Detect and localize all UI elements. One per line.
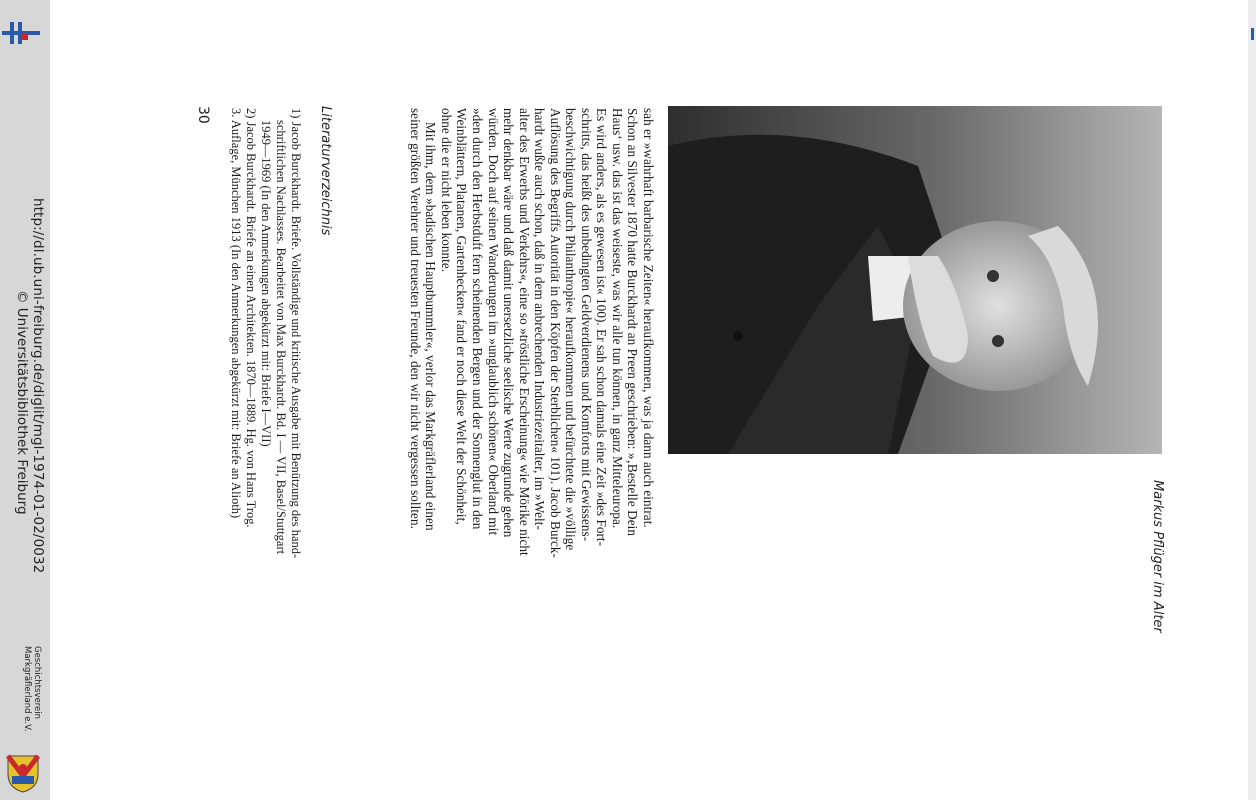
body-text-line: schritts, das heißt des unbedingten Geldverdienens und Komforts mit Gewissens- bbox=[578, 108, 594, 542]
literature-entry-line: schriftlichen Nachlasses. Bearbeitet von Max Burckhardt. Bd. I — VII, Basel/Stuttgart bbox=[274, 120, 288, 555]
body-text-line: ohne die er nicht leben konnte. bbox=[438, 108, 454, 273]
literature-heading: Literaturverzeichnis bbox=[318, 106, 333, 236]
permalink-url[interactable]: http://dl.ub.uni-freiburg.de/diglit/mgl-1974-01-02/0032 bbox=[30, 198, 46, 574]
publisher-name: Geschichtsverein Markgräflerland e.V. bbox=[22, 646, 42, 732]
literature-entry-line: 3. Auflage, München 1913 (In den Anmerkungen abgekürzt mit: Briefe an Alioth) bbox=[229, 108, 243, 519]
body-text-line: würden. Doch auf seinen Wanderungen im »unglaublich schönen« Oberland mit bbox=[485, 108, 501, 536]
page-marker-icon bbox=[1251, 28, 1254, 40]
body-text-line: Weinblättern, Platanen, Gartenhecken« fand er noch diese Welt der Schönheit, bbox=[454, 108, 470, 525]
body-text-line: mehr denkbar wäre und daß damit unersetzliche seelische Werte zugrunde gehen bbox=[501, 108, 517, 538]
body-text-line: Es wird anders, als es gewesen ist« 100). Er sah schon damals eine Zeit »des Fort- bbox=[594, 108, 610, 547]
scroll-edge bbox=[1248, 0, 1256, 800]
page-number: 30 bbox=[195, 106, 211, 124]
body-text-line: Schon an Silvester 1870 hatte Burckhardt an Preen geschrieben: »‚Bestelle Dein bbox=[625, 108, 641, 536]
literature-entry-line: 2) Jacob Burckhardt. Briefe an einen Architekten. 1870—1889. Hg. von Hans Trog. bbox=[244, 108, 258, 528]
body-text-line: Auflösung des Begriffs Autorität in den Köpfen der Sterblichen« 101). Jacob Burck- bbox=[547, 108, 563, 558]
literature-entry-line: 1) Jacob Burckhardt. Briefe. Vollständige und kritische Ausgabe mit Benützung des hand- bbox=[289, 108, 303, 559]
body-text-line: »den durch den Herbstduft fern scheinenden Bergen und der Sonnenglut in den bbox=[469, 108, 485, 530]
body-text-line: seiner größten Verehrer und treuesten Freunde, den wir nicht vergessen sollten. bbox=[407, 108, 423, 529]
literature-entry-line: 1949—1969 (In den Anmerkungen abgekürzt mit: Briefe I—VII) bbox=[259, 120, 273, 447]
portrait-photo bbox=[668, 106, 1162, 454]
body-text-line: Haus‘ usw. das ist das weiseste, was wir alle tun können, in ganz Mitteleuropa. bbox=[609, 108, 625, 529]
ub-freiburg-logo-icon bbox=[2, 22, 40, 48]
body-text-line: sah er »wahrhaft barbarische Zeiten« heraufkommen, was ja dann auch eintrat. bbox=[641, 108, 656, 528]
body-text-line: hardt wußte auch schon, daß in dem anbrechenden Industriezeitalter, im »Welt- bbox=[532, 108, 548, 530]
body-text-line: Mit ihm, dem »badischen Hauptbummler«, verlor das Markgräflerland einen bbox=[423, 122, 439, 531]
coat-of-arms-icon bbox=[4, 752, 42, 794]
body-text-line: alter des Erwerbs und Verkehrs«, eine so »tröstliche Erscheinung« wie Mörike nicht bbox=[516, 108, 532, 556]
photo-caption: Markus Pflüger im Alter bbox=[1150, 480, 1165, 633]
copyright-notice: © Universitätsbibliothek Freiburg bbox=[14, 290, 30, 515]
body-text-line: beschwichtigung durch Philanthropie« heraufkommen und befürchtete die »völlige bbox=[563, 108, 579, 551]
viewer-sidebar bbox=[0, 0, 50, 800]
